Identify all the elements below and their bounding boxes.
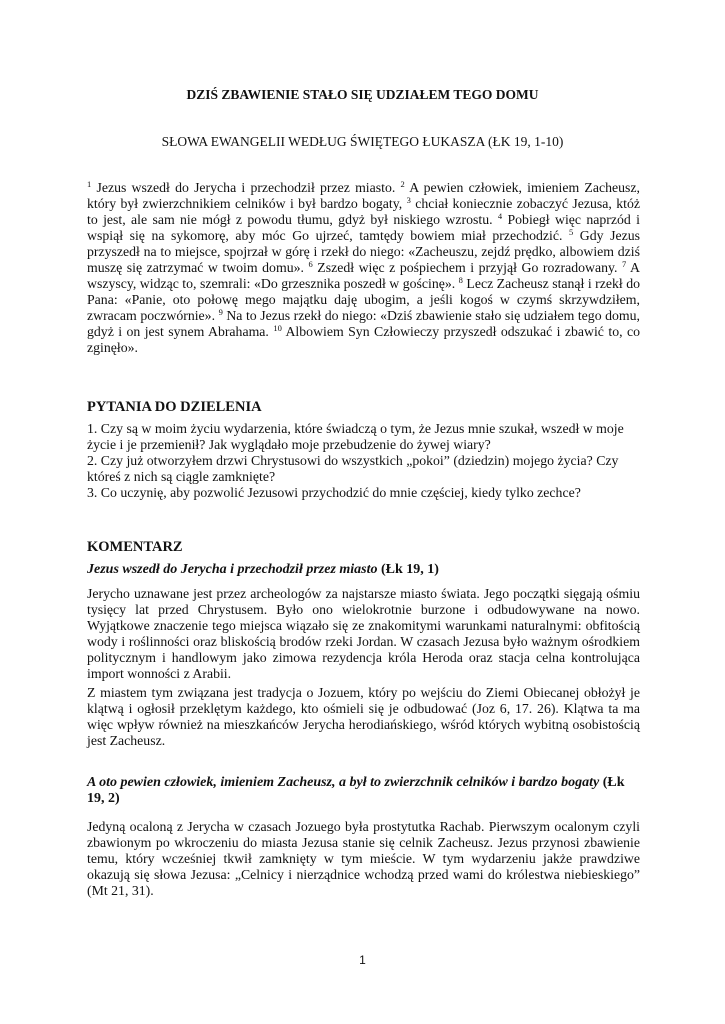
section-title (87, 562, 439, 578)
verse-text: A pewien człowiek, imieniem Zacheusz, który był zwierzchnikiem celników i był bardzo bogaty, (87, 180, 640, 211)
verse-number: 10 (273, 323, 282, 333)
document-subtitle: SŁOWA EWANGELII WEDŁUG ŚWIĘTEGO ŁUKASZA (ŁK 19, 1-10) (161, 134, 564, 149)
verse-number: 4 (497, 211, 503, 221)
verse-text: Na to Jezus rzekł do niego: «Dziś zbawienie stało się udziałem tego domu, gdyż i on jest synem Abrahama. (87, 308, 640, 339)
verse-number: 2 (400, 179, 405, 189)
section-title-quote: Jezus wszedł do Jerycha i przechodził przez miasto (87, 562, 378, 577)
verse-text: Lecz Zacheusz stanął i rzekł do Pana: «Panie, oto połowę mego majątku daję ubogim, a jeśli kogoś w czymś skrzywdziłem, zwracam poczwórnie». (87, 276, 640, 323)
commentary-paragraph: Jedyną ocaloną z Jerycha w czasach Jozuego była prostytutka Rachab. Pierwszym ocalonym czyli zbawionym po wkroczeniu do miasta Jezusa stanie się celnik Zacheusz. Jezus przynosi zbawienie temu, który wcześniej tkwił zamknięty w tym mieście. W tym wydarzeniu jakże prawdziwe okazują się słowa Jezusa: „Celnicy i nierządnice wchodzą przed wami do królestwa niebieskiego” (Mt 21, 31). (87, 819, 640, 898)
verse-number: 1 (87, 179, 92, 189)
verse-text: Gdy Jezus przyszedł na to miejsce, spojrzał w górę i rzekł do niego: «Zacheuszu, zejdź prędko, albowiem dziś muszę się zatrzymać w twoim domu». (87, 228, 640, 275)
section-title-reference: (Łk 19, 2) (87, 775, 625, 806)
verse-number: 6 (308, 259, 313, 269)
verse-number: 8 (458, 275, 463, 285)
verse-number: 7 (622, 259, 627, 269)
question-item: 3. Co uczynię, aby pozwolić Jezusowi przychodzić do mnie częściej, kiedy tylko zechce? (87, 485, 581, 500)
verse-text: Jezus wszedł do Jerycha i przechodził przez miasto. (91, 180, 401, 195)
verse-number: 5 (569, 227, 574, 237)
question-item: 2. Czy już otworzyłem drzwi Chrystusowi do wszystkich „pokoi” (dziedzin) mojego życia? Czy któreś z nich są ciągle zamknięte? (87, 453, 619, 484)
gospel-passage (87, 180, 640, 356)
verse-text: chciał koniecznie zobaczyć Jezusa, któż to jest, ale sam nie mógł z powodu tłumu, gdyż był niskiego wzrostu. (87, 196, 640, 227)
document-title: DZIŚ ZBAWIENIE STAŁO SIĘ UDZIAŁEM TEGO DOMU (186, 87, 539, 102)
commentary-paragraph: Jerycho uznawane jest przez archeologów za najstarsze miasto świata. Jego początki sięgają ośmiu tysięcy lat przed Chrystusem. Było ono wielokrotnie burzone i odbudowywane na nowo. Wyjątkowe znaczenie tego miejsca wiązało się ze znakomitymi warunkami naturalnymi: obfitością wody i roślinności oraz bliskością brodów rzeki Jordan. W czasach Jezusa było ważnym ośrodkiem politycznym i handlowym jako zimowa rezydencja króla Heroda oraz stacja celna kontrolująca import wonności z Arabii. (87, 586, 640, 681)
verse-number: 9 (218, 307, 223, 317)
section-title (87, 775, 640, 807)
verse-text: A wszyscy, widząc to, szemrali: «Do grzesznika poszedł w gościnę». (87, 260, 640, 291)
verse-text: Albowiem Syn Człowieczy przyszedł odszukać i zbawić to, co zginęło». (87, 324, 640, 355)
commentary-paragraph: Z miastem tym związana jest tradycja o Jozuem, który po wejściu do Ziemi Obiecanej obłożył je klątwą i ogłosił przeklętym każdego, kto ośmieli się je odbudować (Joz 6, 17. 26). Klątwa ta ma więc wpływ również na mieszkańców Jerycha herodiańskiego, wśród których wybitną osobistością jest Zacheusz. (87, 685, 640, 748)
questions-list (87, 421, 640, 501)
verse-text: Zszedł więc z pośpiechem i przyjął Go rozradowany. (312, 260, 622, 275)
verse-text: Pobiegł więc naprzód i wspiął się na sykomorę, aby móc Go ujrzeć, tamtędy bowiem miał przechodzić. (87, 212, 640, 243)
section-title-reference: (Łk 19, 1) (377, 562, 439, 577)
commentary-heading: KOMENTARZ (87, 539, 183, 555)
section-title-quote: A oto pewien człowiek, imieniem Zacheusz, a był to zwierzchnik celników i bardzo bogaty (87, 775, 600, 790)
question-item: 1. Czy są w moim życiu wydarzenia, które świadczą o tym, że Jezus mnie szukał, wszedł w moje życie i je przemienił? Jak wyglądało moje przebudzenie do żywej wiary? (87, 421, 624, 452)
page-number: 1 (359, 953, 366, 967)
verse-number: 3 (406, 195, 411, 205)
questions-heading: PYTANIA DO DZIELENIA (87, 399, 262, 415)
